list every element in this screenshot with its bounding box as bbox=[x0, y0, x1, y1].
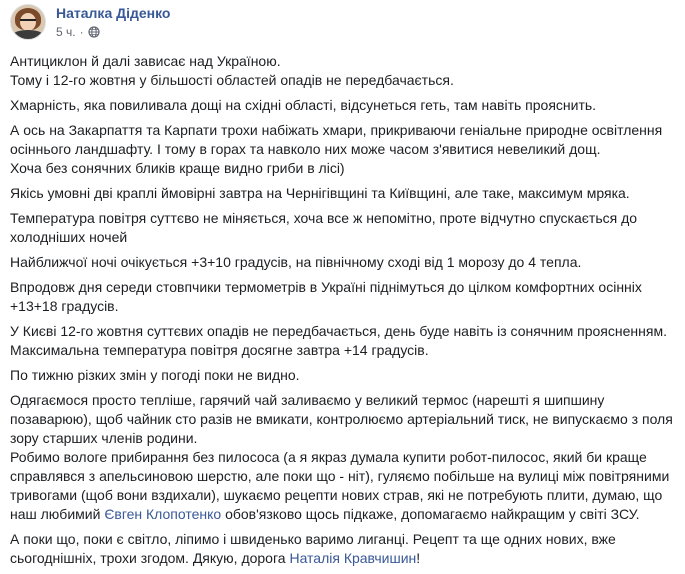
post-paragraph bbox=[10, 391, 678, 524]
post-paragraph bbox=[10, 209, 678, 247]
meta-separator: · bbox=[79, 25, 84, 39]
paragraph-text: По тижню різких змін у погоді поки не видно. bbox=[10, 367, 300, 383]
paragraph-text-after: обов'язково щось підкаже, допомагаємо найкращим у світі ЗСУ. bbox=[221, 506, 640, 522]
post-meta bbox=[56, 25, 170, 39]
post-paragraph bbox=[10, 121, 678, 178]
avatar-shoulders bbox=[11, 30, 45, 40]
mention-link-klopotenko[interactable]: Євген Клопотенко bbox=[104, 506, 222, 522]
mention-link-kravchyshyn[interactable]: Наталія Кравчишин bbox=[289, 550, 417, 566]
post-paragraph bbox=[10, 322, 678, 360]
paragraph-text: У Києві 12-го жовтня суттєвих опадів не передбачається, день буде навіть із сонячним проясненням. Максимальна температура повітря досягне завтра +14 градусів. bbox=[10, 323, 667, 358]
post-header bbox=[10, 4, 170, 44]
paragraph-text: Найближчої ночі очікується +3+10 градусів, на північному сході від 1 морозу до 4 тепла. bbox=[10, 254, 582, 270]
post-paragraph bbox=[10, 278, 678, 316]
paragraph-text: Хмарність, яка повиливала дощі на східні області, відсунеться геть, там навіть прояснить. bbox=[10, 97, 597, 113]
post-paragraph bbox=[10, 96, 678, 115]
post-paragraph bbox=[10, 366, 678, 385]
globe-icon[interactable] bbox=[88, 26, 100, 38]
avatar-glasses bbox=[20, 19, 36, 25]
paragraph-text: Антициклон й далі зависає над Україною. Тому і 12-го жовтня у більшості областей опадів не передбачається. bbox=[10, 53, 454, 88]
paragraph-text: Впродовж дня середи стовпчики термометрів в Україні піднімуться до цілком комфортних осінніх +13+18 градусів. bbox=[10, 279, 642, 314]
paragraph-text: Температура повітря суттєво не міняється, хоча все ж непомітно, проте відчутно спускається до холодніших ночей bbox=[10, 210, 638, 245]
post-paragraph bbox=[10, 253, 678, 272]
post-paragraph bbox=[10, 530, 678, 568]
paragraph-text: А ось на Закарпаття та Карпати трохи набіжать хмари, прикриваючи геніальне природне освітлення осіннього ландшафту. І тому в горах та навколо них може часом з'явитися невеликий дощ. Хоча без сонячних бликів краще видно гриби в лісі) bbox=[10, 122, 663, 176]
post-paragraph bbox=[10, 184, 678, 203]
paragraph-text-after: ! bbox=[416, 550, 421, 566]
header-text bbox=[56, 4, 170, 39]
post-body bbox=[10, 52, 678, 574]
author-name-link[interactable]: Наталка Діденко bbox=[56, 5, 171, 21]
author-avatar[interactable] bbox=[10, 4, 46, 40]
paragraph-text: Якісь умовні дві краплі ймовірні завтра на Чернігівщині та Київщині, але таке, максимум мряка. bbox=[10, 185, 630, 201]
paragraph-text: Одягаємося просто тепліше, гарячий чай заливаємо у великий термос (нарешті я шипшину позаварюю), щоб чайник сто разів не вмикати, контролюємо артеріальний тиск, не випускаємо з поля зору старших членів родини. Робимо вологе прибирання без пилососа (а я якраз думала купити робот-пилосос, який би краще справлявся з апельсиновою шерстю, але поки що - ніт), гуляємо побільше на вулиці між повітряними тривогами (щоб вони вздихали), шукаємо рецепти нових страв, які не потребують плити, думаю, що наш любимий bbox=[10, 392, 673, 522]
paragraph-text: А поки що, поки є світло, ліпимо і швиденько варимо лиганці. Рецепт та ще одних нових, вже сьогоднішніх, трохи згодом. Дякую, дорога bbox=[10, 531, 616, 566]
post-timestamp[interactable]: 5 ч. bbox=[56, 25, 76, 39]
post-paragraph bbox=[10, 52, 678, 90]
